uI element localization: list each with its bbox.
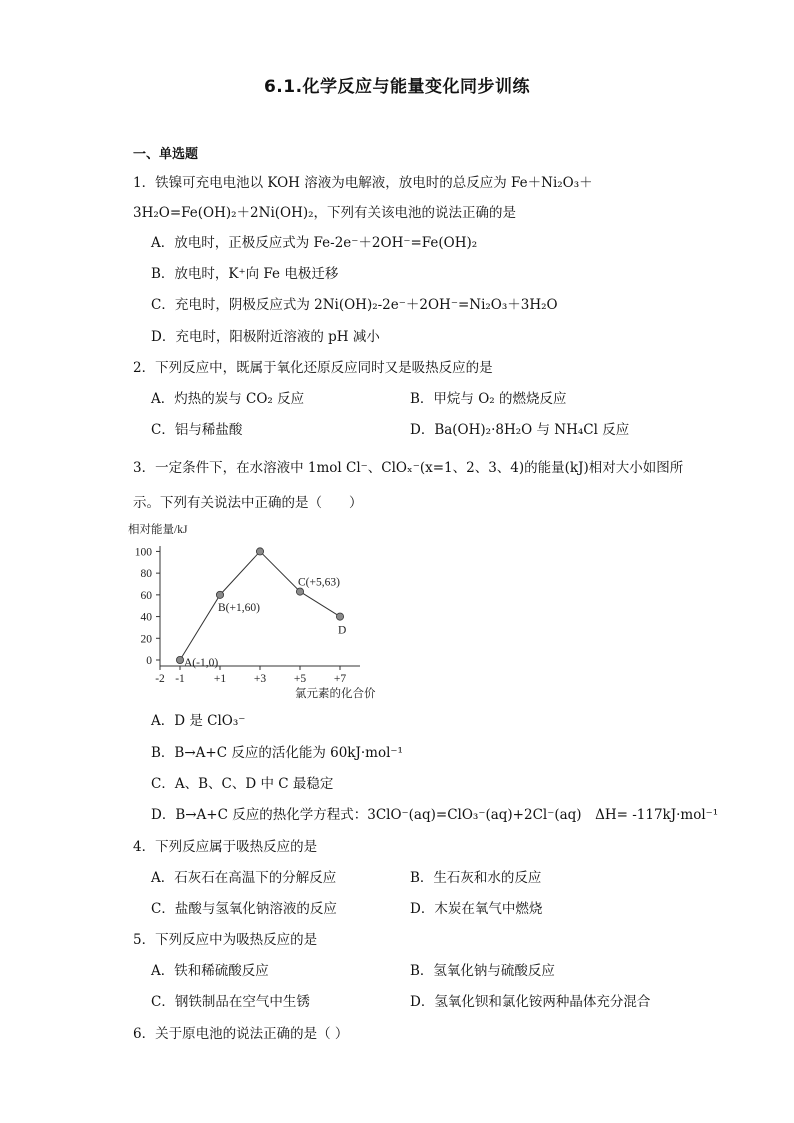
energy-chart — [120, 518, 380, 703]
q3-stem-line1: 3．一定条件下，在水溶液中 1mol Cl⁻、ClOₓ⁻(x=1、2、3、4)的能量(kJ)相对大小如图所 — [133, 460, 684, 476]
q2-stem: 2．下列反应中，既属于氧化还原反应同时又是吸热反应的是 — [133, 360, 493, 376]
x-tick-label: +5 — [293, 673, 307, 685]
q5-option-c: C．钢铁制品在空气中生锈 — [151, 994, 310, 1010]
q4-option-a: A．石灰石在高温下的分解反应 — [151, 870, 337, 886]
q1-option-a: A．放电时，正极反应式为 Fe-2e⁻＋2OH⁻=Fe(OH)₂ — [151, 235, 478, 251]
point-label: D — [338, 624, 347, 637]
q1-option-b: B．放电时，K⁺向 Fe 电极迁移 — [151, 266, 339, 282]
q2-option-b: B．甲烷与 O₂ 的燃烧反应 — [410, 391, 567, 407]
q1-stem-line2: 3H₂O=Fe(OH)₂＋2Ni(OH)₂，下列有关该电池的说法正确的是 — [133, 205, 517, 221]
q1-option-d: D．充电时，阳极附近溶液的 pH 减小 — [151, 329, 380, 345]
q2-option-c: C．铝与稀盐酸 — [151, 422, 243, 438]
y-tick-label: 0 — [146, 655, 152, 667]
section-heading: 一、单选题 — [133, 147, 199, 162]
chart-xlabel: 氯元素的化合价 — [295, 688, 376, 700]
x-tick-label: +1 — [213, 673, 227, 685]
q4-option-c: C．盐酸与氢氧化钠溶液的反应 — [151, 901, 337, 917]
data-point — [176, 656, 183, 663]
q3-option-d: D．B→A+C 反应的热化学方程式：3ClO⁻(aq)=ClO₃⁻(aq)+2Cl⁻(aq) ΔH= -117kJ·mol⁻¹ — [151, 807, 719, 823]
y-tick-label: 40 — [140, 611, 152, 624]
q4-option-b: B．生石灰和水的反应 — [410, 870, 542, 886]
y-tick-label: 60 — [140, 589, 152, 602]
q1-option-c: C．充电时，阴极反应式为 2Ni(OH)₂-2e⁻＋2OH⁻=Ni₂O₃＋3H₂O — [151, 297, 558, 313]
q5-option-b: B．氢氧化钠与硫酸反应 — [410, 963, 555, 979]
x-tick-label: +7 — [333, 673, 347, 685]
data-point — [216, 591, 223, 598]
y-tick-label: 20 — [140, 633, 152, 646]
q6-stem: 6．关于原电池的说法正确的是（ ） — [133, 1026, 349, 1042]
point-label: A(-1,0) — [184, 657, 219, 669]
q5-stem: 5．下列反应中为吸热反应的是 — [133, 932, 318, 948]
q3-option-b: B．B→A+C 反应的活化能为 60kJ·mol⁻¹ — [151, 745, 403, 761]
data-point — [256, 548, 263, 555]
q1-stem-line1: 1．铁镍可充电电池以 KOH 溶液为电解液，放电时的总反应为 Fe＋Ni₂O₃＋ — [133, 175, 593, 191]
q3-stem-line2: 示。下列有关说法中正确的是（ ） — [133, 495, 363, 511]
q2-option-a: A．灼热的炭与 CO₂ 反应 — [151, 391, 305, 407]
y-tick-label: 80 — [140, 568, 152, 581]
x-tick-label: +3 — [253, 673, 267, 685]
point-label: C(+5,63) — [298, 576, 340, 589]
page-title: 6.1.化学反应与能量变化同步训练 — [263, 77, 531, 97]
q4-option-d: D．木炭在氧气中燃烧 — [410, 901, 543, 917]
q4-stem: 4．下列反应属于吸热反应的是 — [133, 839, 318, 855]
point-label: B(+1,60) — [218, 601, 260, 614]
chart-ylabel: 相对能量/kJ — [128, 524, 188, 536]
data-point — [296, 588, 303, 595]
q5-option-a: A．铁和稀硫酸反应 — [151, 963, 269, 979]
y-tick-label: 100 — [134, 546, 152, 559]
q5-option-d: D．氢氧化钡和氯化铵两种晶体充分混合 — [410, 994, 651, 1010]
q2-option-d: D．Ba(OH)₂·8H₂O 与 NH₄Cl 反应 — [410, 422, 630, 438]
q3-option-c: C．A、B、C、D 中 C 最稳定 — [151, 776, 334, 792]
x-tick-label: -2 — [155, 673, 165, 685]
series-line — [180, 551, 340, 660]
q3-option-a: A．D 是 ClO₃⁻ — [151, 713, 246, 729]
x-tick-label: -1 — [175, 673, 185, 685]
data-point — [336, 613, 343, 620]
